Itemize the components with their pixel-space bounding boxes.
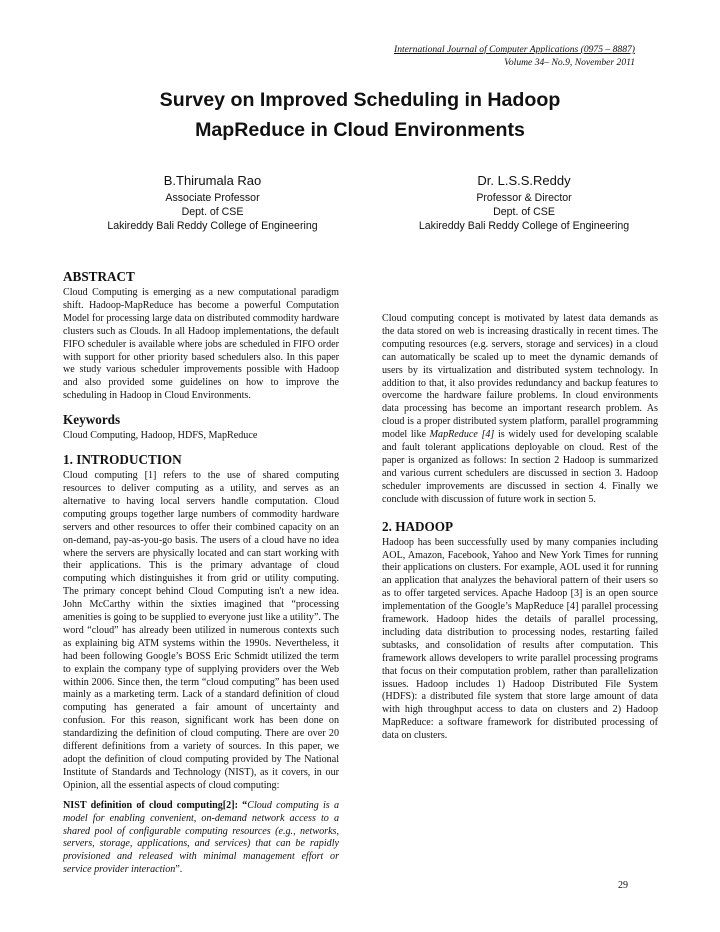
author-name: B.Thirumala Rao — [163, 173, 262, 188]
introduction-paragraph: Cloud computing [1] refers to the use of shared computing resources to deliver computing as a utility, and serves as an alternative to having local servers handle computation. Cloud computing groups together large numbers of commodity hardware servers and other resources to offer their combined capacity on an on-demand, pay-as-you-go basis. The users of a cloud have no idea where the servers are physically located and can start working with their applications. This is the primary advantage of cloud computing which distinguishes it from grid or utility computing. The primary concept behind Cloud Computing isn't a new idea. John McCarthy within the sixties imagined that “processing amenities is going to be supplied to everyone just like a utility”. The word “cloud” has already been utilized in numerous contexts such as explaining big ATM systems within the 1990s. Nevertheless, it had been following Google’s BOSS Eric Schmidt utilized the term to explain the company type of supplying providers over the Web within 2006. Since then, the term “cloud computing” has been used mainly as a marketing term. Lack of a standard definition of cloud computing has generated a fair amount of uncertainty and confusion. For this reason, significant work has been done on standardizing the definition of cloud computing. There are over 20 different definitions from a variety of sources. In this paper, we adopt the definition of cloud computing provided by The National Institute of Standards and Technology (NIST), as it covers, in our Opinion, all the essential aspects of cloud computing: — [63, 470, 339, 791]
intro-paragraph-2 — [382, 313, 658, 507]
right-column — [382, 269, 658, 743]
abstract-text: Cloud Computing is emerging as a new computational paradigm shift. Hadoop-MapReduce has become a powerful Computation Model for processing large data on distributed commodity hardware clusters such as Clouds. In all Hadoop implementations, the default FIFO scheduler is available where jobs are scheduled in FIFO order with support for other priority based schedulers also. In this paper we study various scheduler improvements possible with Hadoop and also provided some guidelines on how to improve the scheduling in Hadoop in Cloud Environments. — [63, 287, 339, 402]
nist-definition — [63, 800, 339, 877]
nist-definition-close: ”. — [175, 864, 183, 876]
introduction-heading: 1. INTRODUCTION — [63, 452, 182, 468]
author-role: Associate Professor — [165, 192, 260, 204]
author-college: Lakireddy Bali Reddy College of Engineering — [418, 220, 630, 232]
keywords-heading: Keywords — [63, 412, 121, 428]
intro-paragraph-2-text: Cloud computing concept is motivated by latest data demands as the data stored on web is increasing drastically in recent times. The computing resources (e.g. servers, storage and services) in a cloud can automatically be scaled up to meet the dynamic demands of users by its virtualization and distributed system technology. In addition to that, it also provides redundancy and backup features to overcome the hardware failure problems. In cloud environments data processing has become an important research problem. As cloud is a proper distributed system platform, parallel programming model like — [382, 313, 658, 441]
author-role: Professor & Director — [476, 192, 572, 204]
author-college: Lakireddy Bali Reddy College of Engineering — [107, 220, 318, 232]
left-column — [63, 269, 339, 877]
author-dept: Dept. of CSE — [181, 206, 244, 218]
author-block-1 — [70, 172, 355, 233]
page-number: 29 — [618, 880, 628, 891]
nist-definition-text: Cloud computing is a model for enabling convenient, on-demand network access to a shared pool of configurable computing resources (e.g., networks, servers, storage, applications, and services) that can be rapidly provisioned and released with minimal management effort or service provider interaction — [63, 799, 340, 876]
paper-title-line1: Survey on Improved Scheduling in Hadoop — [159, 89, 561, 111]
author-name: Dr. L.S.S.Reddy — [477, 173, 571, 188]
abstract-heading: ABSTRACT — [63, 269, 135, 284]
author-block-2 — [378, 172, 670, 233]
intro-paragraph-2-rest: is widely used for developing scalable and fault tolerant applications deployable on cloud. Rest of the paper is organized as follows: In section 2 Hadoop is summarized and various current schedulers are discussed in section 3. Hadoop scheduler improvements are discussed in section 4. Finally we conclude with discussion of future work in section 5. — [382, 429, 658, 505]
paper-title — [0, 85, 720, 145]
journal-volume: Volume 34– No.9, November 2011 — [504, 57, 635, 68]
intro-paragraph-2-citation: MapReduce [4] — [429, 429, 495, 441]
keywords-text: Cloud Computing, Hadoop, HDFS, MapReduce — [63, 430, 258, 442]
nist-definition-label: NIST definition of cloud computing[2]: “ — [63, 799, 248, 811]
paper-title-line2: MapReduce in Cloud Environments — [195, 119, 525, 141]
hadoop-heading: 2. HADOOP — [382, 518, 454, 534]
hadoop-text: Hadoop has been successfully used by many companies including AOL, Amazon, Facebook, Yahoo and New York Times for running their applications on clusters. For example, AOL used it for running an application that analyzes the behavioral pattern of their users so as to offer targeted services. Apache Hadoop [3] is an open source implementation of the Google’s MapReduce [4] parallel processing framework. Hadoop hides the details of parallel processing, including data distribution to processing nodes, restarting failed subtasks, and consolidation of results after computation. This framework allows developers to write parallel processing programs that focus on their computation problem, rather than parallelization issues. Hadoop includes 1) Hadoop Distributed File System (HDFS): a distributed file system that store large amount of data with high throughput access to data on clusters and 2) Hadoop MapReduce: a software framework for distributed processing of data on clusters. — [382, 536, 658, 742]
author-dept: Dept. of CSE — [493, 206, 555, 218]
journal-name: International Journal of Computer Applications (0975 – 8887) — [394, 44, 635, 55]
journal-header — [394, 43, 635, 69]
